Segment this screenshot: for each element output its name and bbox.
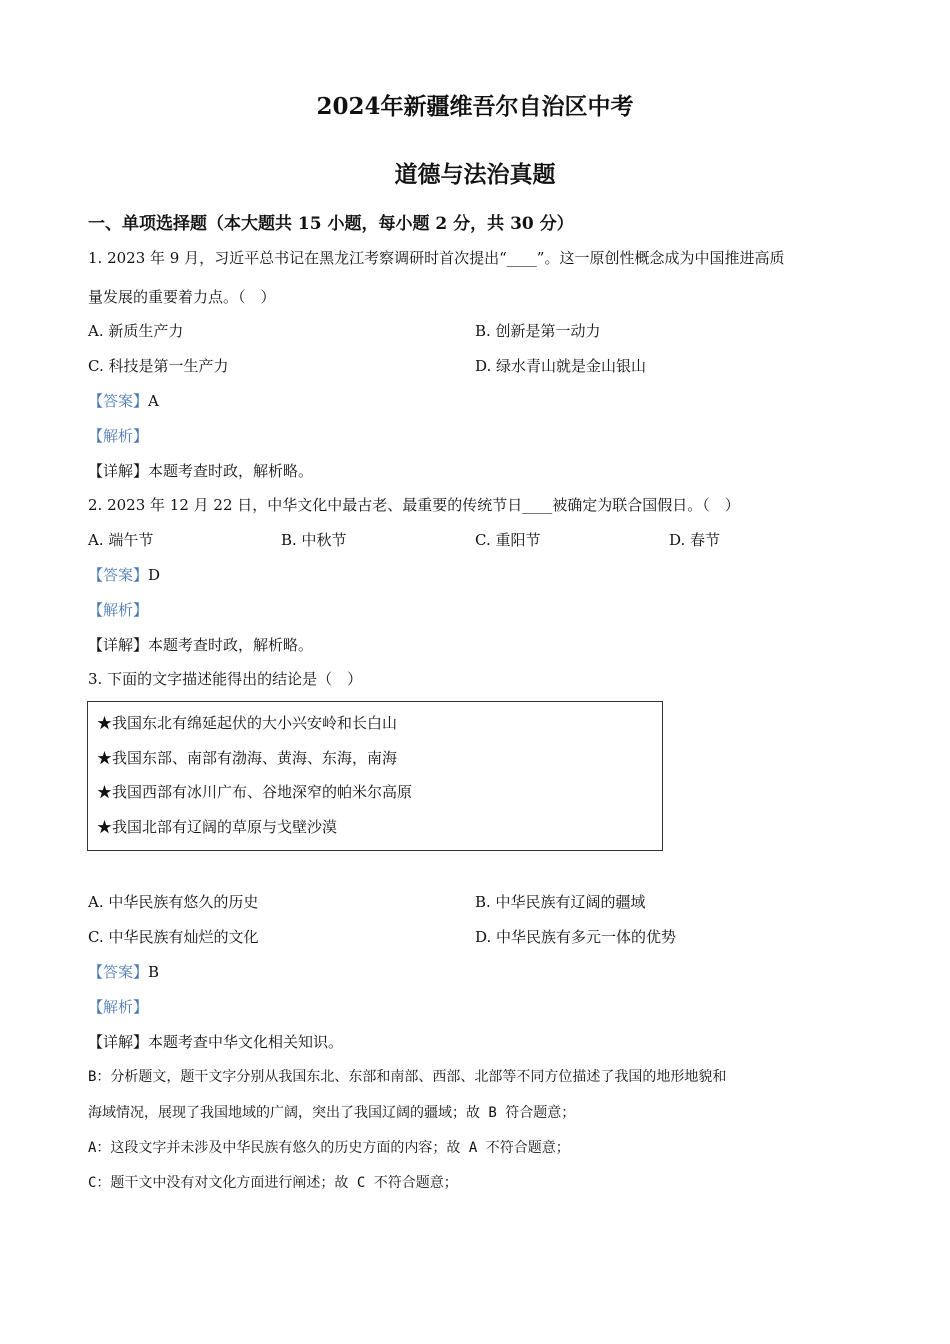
section-heading: 一、单项选择题（本大题共 15 小题，每小题 2 分，共 30 分） <box>88 214 574 234</box>
q3-material-line: ★我国北部有辽阔的草原与戈壁沙漠 <box>97 818 338 836</box>
q1-option-b: B. 创新是第一动力 <box>475 322 601 340</box>
q3-material-box <box>87 701 663 851</box>
q2-answer-value: D <box>148 566 161 584</box>
answer-tag: 【答案】 <box>88 392 149 410</box>
q3-stem: 3. 下面的文字描述能得出的结论是（ ） <box>88 670 363 688</box>
q2-option-c: C. 重阳节 <box>475 531 541 549</box>
q3-option-a: A. 中华民族有悠久的历史 <box>88 893 259 911</box>
q1-detail: 【详解】本题考查时政，解析略。 <box>88 462 314 480</box>
page-title: 2024年新疆维吾尔自治区中考 <box>316 93 634 120</box>
q2-detail: 【详解】本题考查时政，解析略。 <box>88 636 314 654</box>
q2-analysis-tag: 【解析】 <box>88 601 149 619</box>
q3-option-d: D. 中华民族有多元一体的优势 <box>475 928 677 946</box>
q1-stem-line1: 1. 2023 年 9 月，习近平总书记在黑龙江考察调研时首次提出“____”。这一原创性概念成为中国推进高质 <box>88 249 785 267</box>
q3-material-line: ★我国东部、南部有渤海、黄海、东海，南海 <box>97 749 398 767</box>
q3-explain-a: A：这段文字并未涉及中华民族有悠久的历史方面的内容；故 A 不符合题意； <box>88 1140 570 1156</box>
q3-material-line: ★我国东北有绵延起伏的大小兴安岭和长白山 <box>97 714 398 732</box>
q3-explain-c: C：题干文中没有对文化方面进行阐述；故 C 不符合题意； <box>88 1175 458 1191</box>
q1-option-a: A. 新质生产力 <box>88 322 184 340</box>
q3-explain-b-line1: B：分析题文，题干文字分别从我国东北、东部和南部、西部、北部等不同方位描述了我国的地形地貌和 <box>88 1069 727 1085</box>
q2-option-b: B. 中秋节 <box>281 531 347 549</box>
q3-detail: 【详解】本题考查中华文化相关知识。 <box>88 1033 344 1051</box>
q1-answer-value: A <box>148 392 159 410</box>
q3-answer-value: B <box>148 963 160 981</box>
q2-answer <box>88 564 160 585</box>
q3-option-c: C. 中华民族有灿烂的文化 <box>88 928 259 946</box>
q1-answer <box>88 390 159 411</box>
q3-answer <box>88 961 159 982</box>
q3-explain-b-line2: 海域情况，展现了我国地域的广阔，突出了我国辽阔的疆域；故 B 符合题意； <box>88 1105 576 1121</box>
q1-stem-line2: 量发展的重要着力点。（ ） <box>88 288 276 306</box>
q3-option-b: B. 中华民族有辽阔的疆域 <box>475 893 646 911</box>
q3-analysis-tag: 【解析】 <box>88 998 149 1016</box>
q1-option-c: C. 科技是第一生产力 <box>88 357 229 375</box>
q1-option-d: D. 绿水青山就是金山银山 <box>475 357 647 375</box>
q2-stem: 2. 2023 年 12 月 22 日，中华文化中最古老、最重要的传统节日____被确定为联合国假日。（ ） <box>88 496 740 514</box>
answer-tag: 【答案】 <box>88 566 149 584</box>
q2-option-a: A. 端午节 <box>88 531 154 549</box>
q3-material-line: ★我国西部有冰川广布、谷地深窄的帕米尔高原 <box>97 783 413 801</box>
q2-option-d: D. 春节 <box>669 531 721 549</box>
q1-analysis-tag: 【解析】 <box>88 427 149 445</box>
answer-tag: 【答案】 <box>88 963 149 981</box>
page-subtitle: 道德与法治真题 <box>394 161 556 188</box>
